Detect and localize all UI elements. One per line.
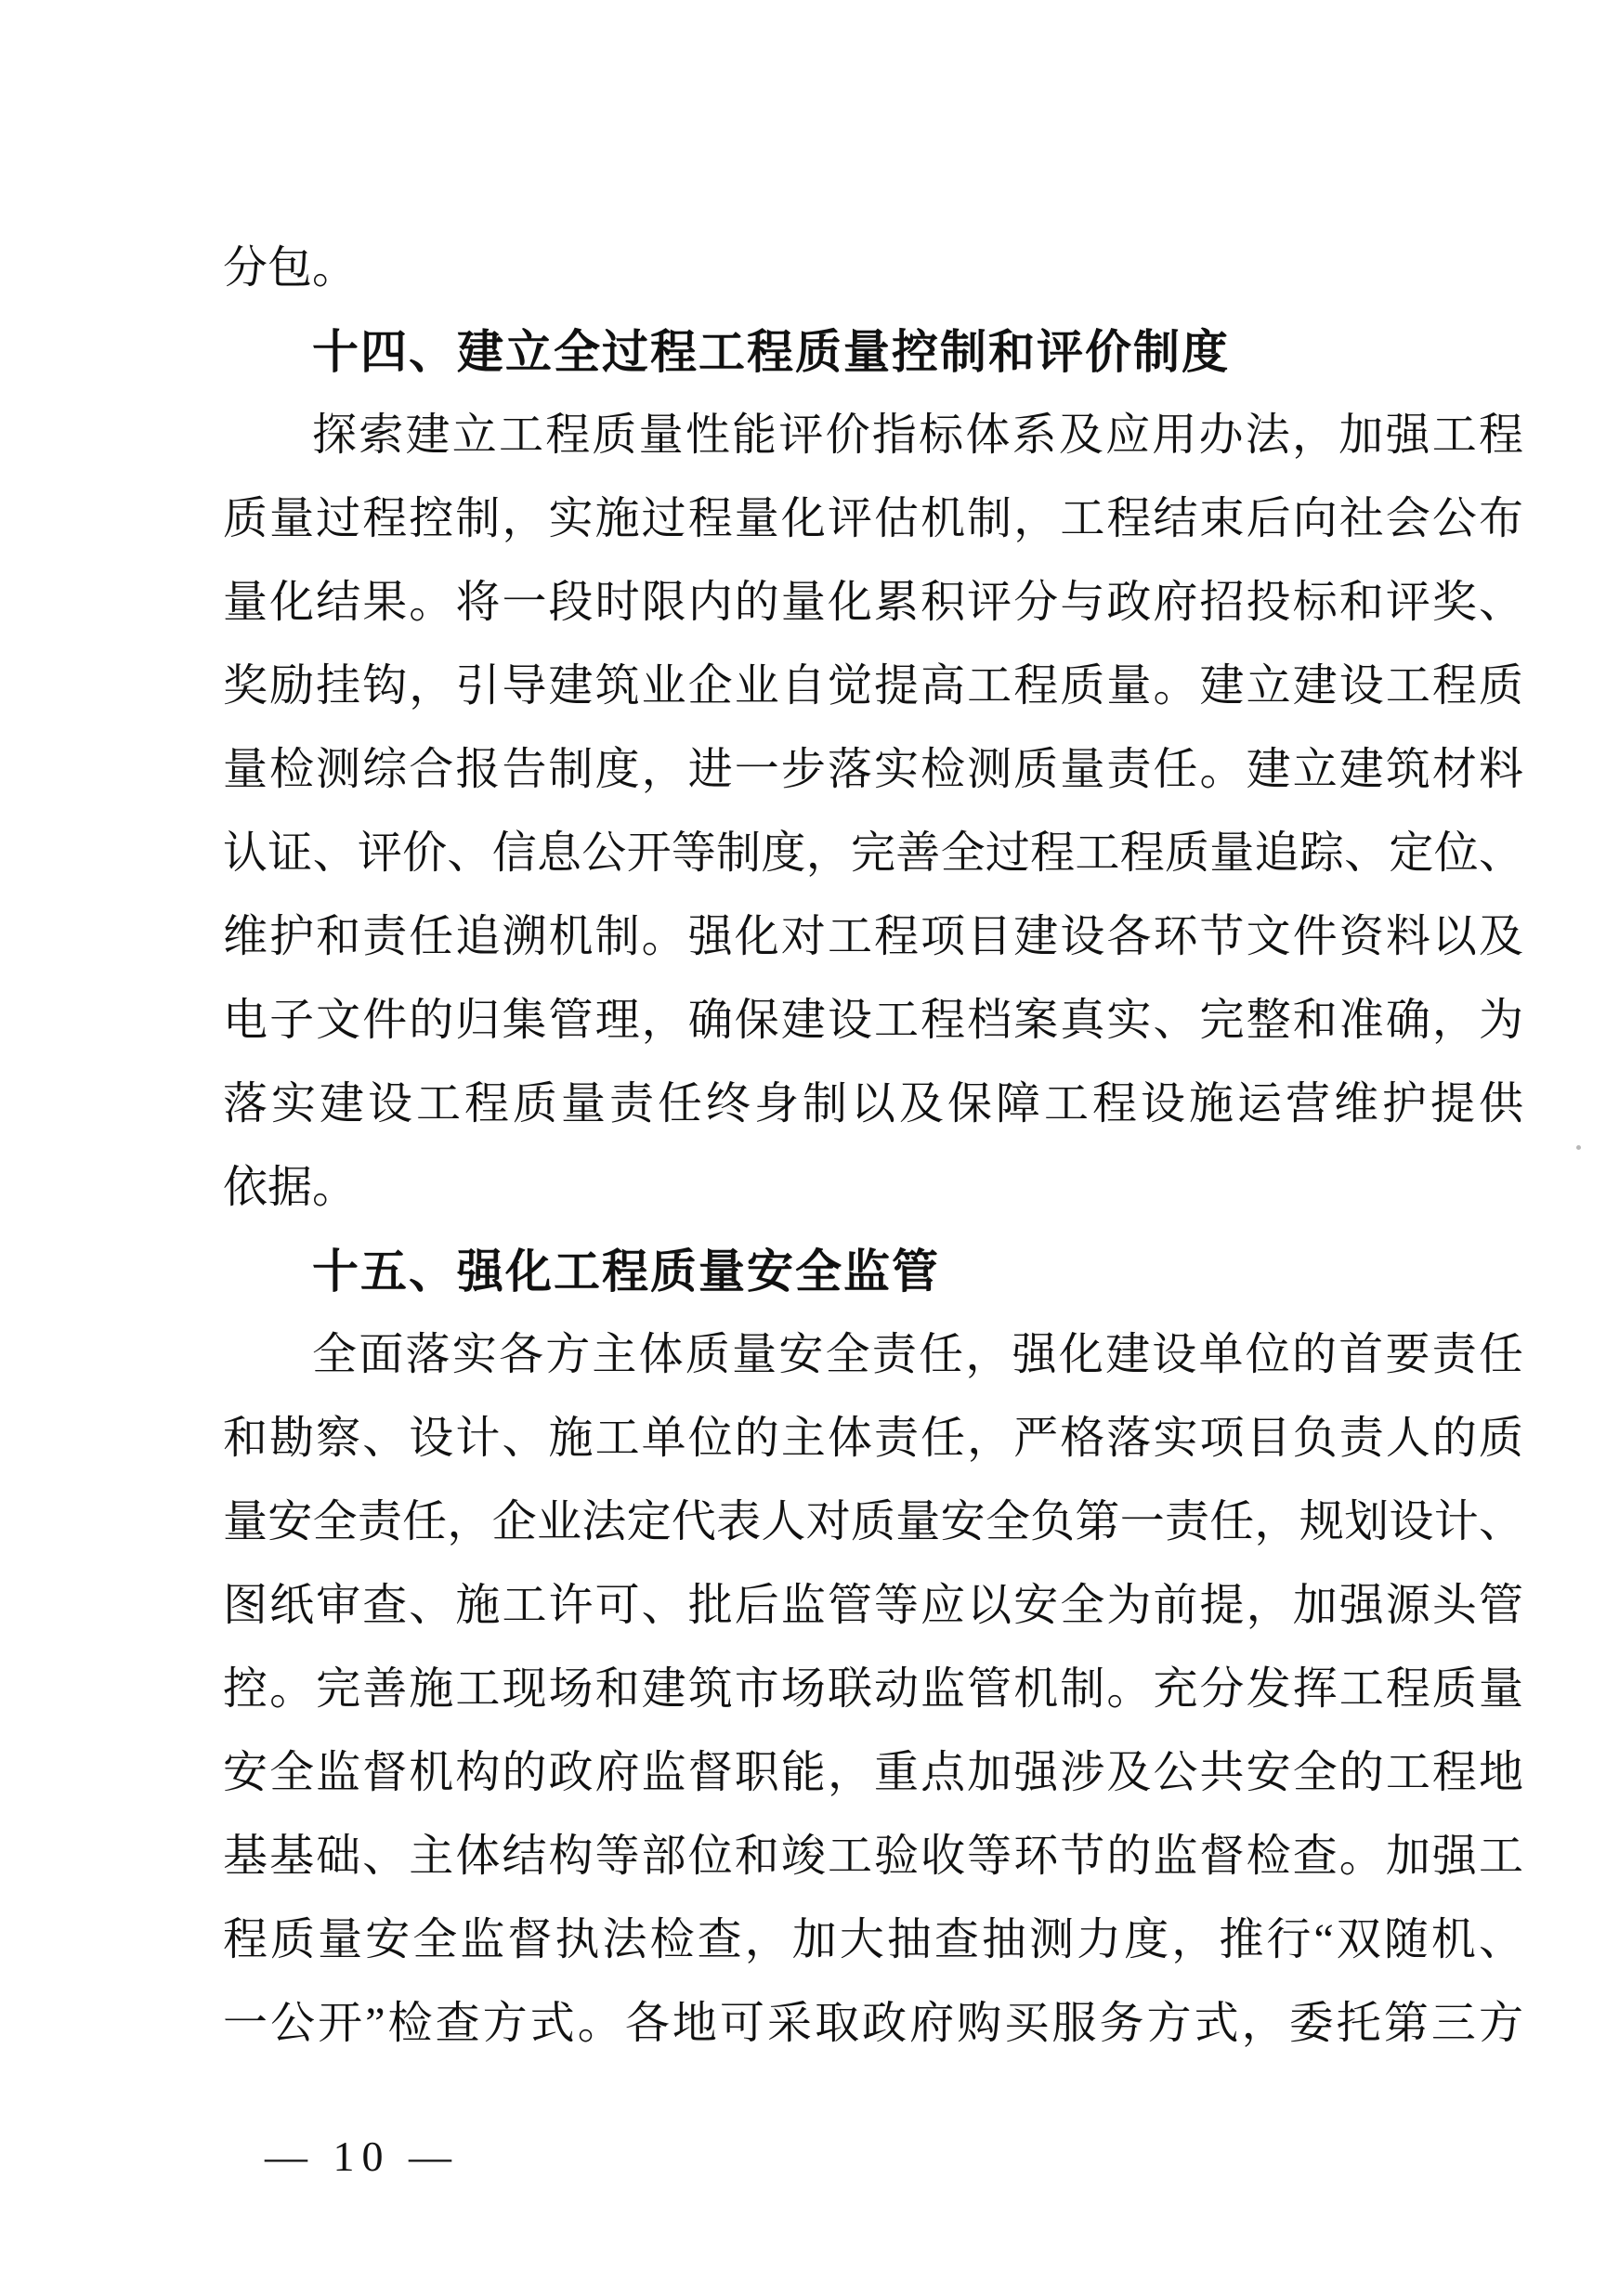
paragraph-line: 一公开”检查方式。各地可采取政府购买服务方式，委托第三方: [223, 1999, 1523, 2048]
paragraph-line: 图纸审查、施工许可、批后监管等应以安全为前提，加强源头管: [223, 1581, 1523, 1630]
paragraph-last-line: 依据。: [223, 1163, 358, 1212]
paragraph-line: 安全监督机构的政府监督职能，重点加强涉及公共安全的工程地: [223, 1748, 1523, 1797]
document-body: [223, 227, 1523, 2066]
paragraph-line: 质量过程控制，实施过程量化评估机制，工程结束后向社会公布: [223, 494, 1523, 543]
paragraph-line: 落实建设工程质量责任终身制以及保障工程设施运营维护提供: [223, 1079, 1523, 1128]
page-number: — 10 —: [265, 2133, 459, 2180]
paragraph-continuation-line: 分包。: [223, 243, 358, 293]
paragraph-line: 全面落实各方主体质量安全责任，强化建设单位的首要责任: [312, 1330, 1523, 1379]
section-15-heading: 十五、强化工程质量安全监管: [312, 1245, 940, 1298]
page-footer: [265, 2129, 459, 2185]
paragraph-line: 量安全责任，企业法定代表人对质量安全负第一责任，规划设计、: [223, 1497, 1523, 1546]
paragraph-line: 量检测综合报告制度，进一步落实检测质量责任。建立建筑材料: [223, 745, 1523, 794]
paragraph-line: 和勘察、设计、施工单位的主体责任，严格落实项目负责人的质: [223, 1414, 1523, 1463]
paragraph-line: 程质量安全监督执法检查，加大抽查抽测力度，推行“双随机、: [223, 1915, 1523, 1964]
paragraph-line: 认证、评价、信息公开等制度，完善全过程工程质量追踪、定位、: [223, 828, 1523, 878]
paragraph-line: 基基础、主体结构等部位和竣工验收等环节的监督检查。加强工: [223, 1832, 1523, 1881]
section-14-heading: 十四、建立全过程工程质量控制和评价制度: [312, 325, 1230, 379]
paragraph-line: 探索建立工程质量性能评价指标体系及应用办法，加强工程: [312, 411, 1523, 460]
paragraph-line: 奖励挂钩，引导建筑业企业自觉提高工程质量。建立建设工程质: [223, 661, 1523, 711]
scan-artifact-dot: [1576, 1145, 1581, 1150]
paragraph-line: 电子文件的归集管理，确保建设工程档案真实、完整和准确，为: [223, 996, 1523, 1045]
paragraph-line: 维护和责任追溯机制。强化对工程项目建设各环节文件资料以及: [223, 912, 1523, 961]
paragraph-line: 量化结果。将一段时限内的量化累积评分与政府招投标和评奖、: [223, 578, 1523, 627]
paragraph-line: 控。完善施工现场和建筑市场联动监管机制。充分发挥工程质量: [223, 1664, 1523, 1714]
